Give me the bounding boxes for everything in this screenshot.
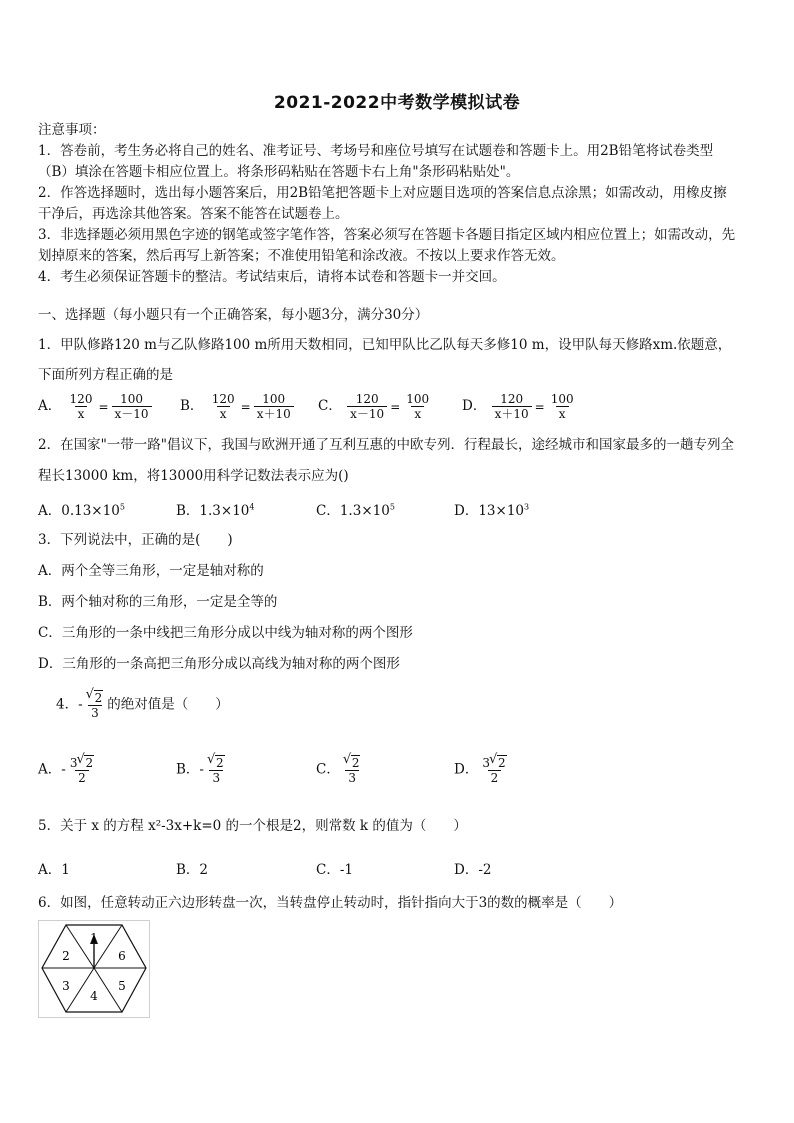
q3-option-a[interactable]: A．两个全等三角形，一定是轴对称的 <box>38 563 264 579</box>
notice-line: （B）填涂在答题卡相应位置上。将条形码粘贴在答题卡右上角"条形码粘贴处"。 <box>38 164 520 180</box>
notice-line: 3．非选择题必须用黑色字迹的钢笔或签字笔作答，答案必须写在答题卡各题目指定区域内相应位置上；如需改动，先 <box>38 227 736 243</box>
hexagon-spinner-figure <box>38 920 150 1018</box>
q2-option-d[interactable]: D．$13\times 10^3$ <box>454 502 530 519</box>
question-6-stem: 6．如图，任意转动正六边形转盘一次，当转盘停止转动时，指针指向大于3的数的概率是（ ） <box>38 895 623 911</box>
sector-label-1: 1 <box>90 931 98 945</box>
q3-option-b[interactable]: B．两个轴对称的三角形，一定是全等的 <box>38 594 278 610</box>
question-2-stem: 2．在国家"一带一路"倡议下，我国与欧洲开通了互利互惠的中欧专列．行程最长，途经城市和国家最多的一趟专列全 <box>38 437 735 453</box>
sector-label-5: 5 <box>118 979 126 993</box>
page-title: 2021-2022中考数学模拟试卷 <box>273 93 521 113</box>
sector-label-6: 6 <box>118 949 126 963</box>
question-5-stem: 5．关于 x 的方程 x²-3x+k=0 的一个根是2，则常数 k 的值为（ ） <box>38 818 467 834</box>
q4-option-b[interactable]: B．- √ $\frac{2}{3}$ <box>176 755 229 785</box>
section-heading: 一、选择题（每小题只有一个正确答案，每小题3分，满分30分） <box>38 307 429 323</box>
notice-heading: 注意事项： <box>38 122 106 138</box>
notice-line: 2．作答选择题时，选出每小题答案后，用2B铅笔把答题卡上对应题目选项的答案信息点涂黑；如需改动，用橡皮擦 <box>38 185 727 201</box>
sector-label-3: 3 <box>62 979 70 993</box>
notice-line: 4．考生必须保证答题卡的整洁。考试结束后，请将本试卷和答题卡一并交回。 <box>38 269 506 285</box>
question-4-stem: 4．- √ $\frac{2}{3}$ 的绝对值是（ ） <box>56 690 229 720</box>
q1-option-d[interactable]: D． $\frac{120}{x+10}$ = $\frac{100}{x}$ <box>462 392 574 421</box>
question-3-stem: 3．下列说法中，正确的是( ) <box>38 532 233 548</box>
sector-label-4: 4 <box>90 989 98 1003</box>
q2-option-a[interactable]: A．$0.13\times 10^5$ <box>38 502 125 519</box>
q1-option-a[interactable]: A． $\frac{120}{x}$ = $\frac{100}{x-10}$ <box>38 392 153 421</box>
notice-line: 干净后，再选涂其他答案。答案不能答在试题卷上。 <box>38 206 349 222</box>
q4-option-d[interactable]: D． $\frac{3√ 2}{2}$ <box>454 755 511 785</box>
q3-option-c[interactable]: C．三角形的一条中线把三角形分成以中线为轴对称的两个图形 <box>38 625 413 641</box>
q4-option-a[interactable]: A．- $\frac{3√ 2}{2}$ <box>38 755 98 785</box>
q5-option-c[interactable]: C．-1 <box>316 862 353 878</box>
q1-option-b[interactable]: B． $\frac{120}{x}$ = $\frac{100}{x+10}$ <box>180 392 295 421</box>
q5-option-d[interactable]: D．-2 <box>454 862 492 878</box>
notice-line: 划掉原来的答案，然后再写上新答案；不准使用铅笔和涂改液。不按以上要求作答无效。 <box>38 248 565 264</box>
question-1-stem-cont: 下面所列方程正确的是 <box>38 367 173 383</box>
q3-option-d[interactable]: D．三角形的一条高把三角形分成以高线为轴对称的两个图形 <box>38 656 400 672</box>
question-2-stem-cont: 程长13000 km，将13000用科学记数法表示应为() <box>38 468 349 484</box>
sector-label-2: 2 <box>62 949 70 963</box>
q2-option-c[interactable]: C．$1.3\times 10^5$ <box>316 502 395 519</box>
notice-line: 1．答卷前，考生务必将自己的姓名、准考证号、考场号和座位号填写在试题卷和答题卡上。用2B铅笔将试卷类型 <box>38 143 714 159</box>
q5-option-a[interactable]: A．1 <box>38 862 70 878</box>
q5-option-b[interactable]: B．2 <box>176 862 209 878</box>
q2-option-b[interactable]: B．$1.3\times 10^4$ <box>176 502 255 519</box>
question-1-stem: 1．甲队修路120 m与乙队修路100 m所用天数相同，已知甲队比乙队每天多修10 m，设甲队每天修路xm.依题意， <box>38 337 732 353</box>
q4-option-c[interactable]: C． √ $\frac{2}{3}$ <box>316 755 364 785</box>
q1-option-c[interactable]: C． $\frac{120}{x-10}$ = $\frac{100}{x}$ <box>318 392 430 421</box>
